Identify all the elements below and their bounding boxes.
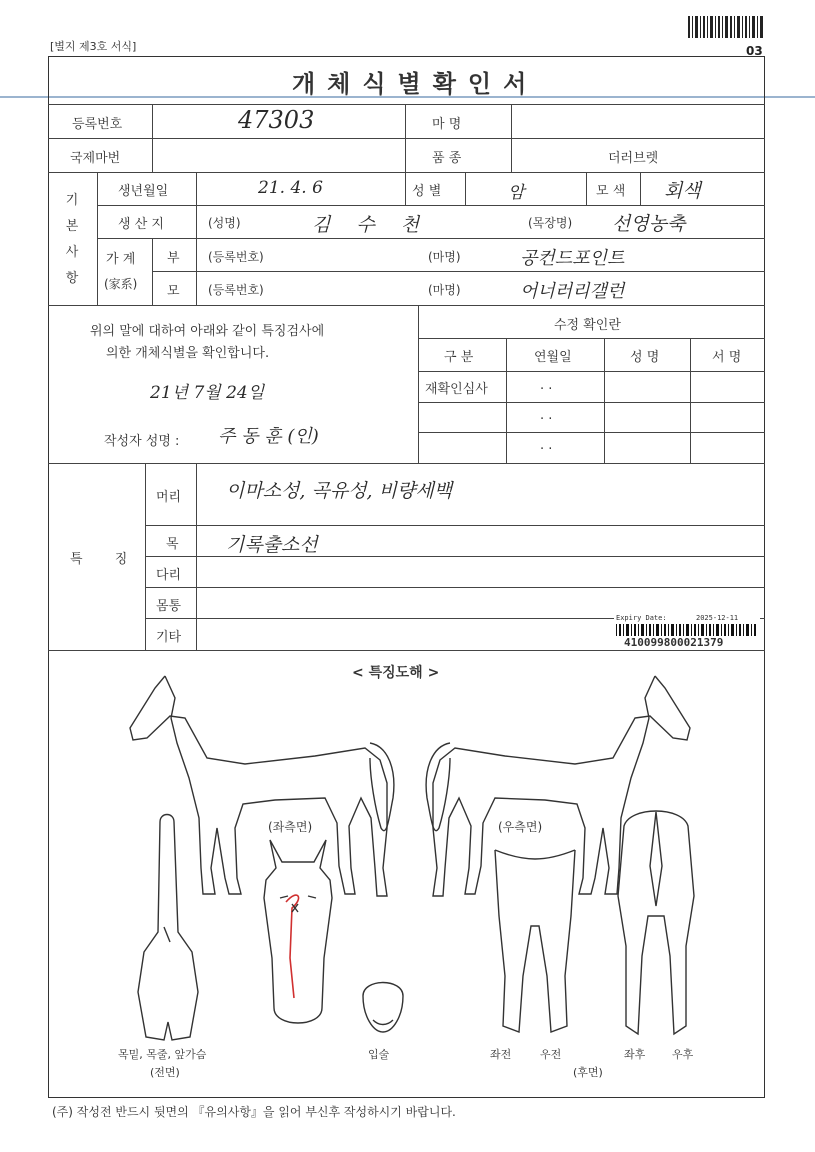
producer-label: 생 산 지 bbox=[118, 217, 164, 232]
col-category: 구 분 bbox=[444, 350, 474, 365]
farm-label: (목장명) bbox=[528, 216, 573, 230]
left-side-label: (좌측면) bbox=[268, 820, 313, 834]
row2-date: . . bbox=[540, 408, 553, 423]
horse-head-diagram bbox=[258, 838, 338, 1038]
col-date: 연월일 bbox=[534, 350, 572, 365]
confirm-text-2: 의한 개체식별을 확인합니다. bbox=[106, 346, 270, 361]
form-label: [별지 제3호 서식] bbox=[50, 40, 137, 53]
author-label: 작성자 성명 : bbox=[104, 434, 180, 449]
basic-section-label: 기본사항 bbox=[65, 193, 79, 286]
row1-date: . . bbox=[540, 378, 553, 393]
dam-label: 모 bbox=[167, 284, 180, 299]
horse-name-label: 마 명 bbox=[432, 117, 462, 132]
confirm-date: 21년 7월 24일 bbox=[150, 383, 265, 403]
producer-name-value: 김 수 천 bbox=[312, 214, 430, 236]
coat-value: 회색 bbox=[664, 180, 701, 202]
breed-value: 더러브렛 bbox=[608, 151, 659, 166]
modify-title: 수정 확인란 bbox=[554, 318, 621, 333]
hind-right-label: 우후 bbox=[672, 1048, 694, 1061]
row3-date: . . bbox=[540, 438, 553, 453]
sire-name-label: (마명) bbox=[428, 250, 461, 264]
neck-label: 목 bbox=[166, 537, 179, 552]
other-label: 기타 bbox=[156, 630, 182, 645]
id-sticker bbox=[614, 614, 760, 650]
hind-left-label: 좌후 bbox=[624, 1048, 646, 1061]
intl-no-label: 국제마번 bbox=[70, 151, 121, 166]
horse-rear-diagram bbox=[610, 806, 702, 1042]
head-value: 이마소성, 곡유성, 비량세백 bbox=[226, 480, 453, 502]
pedigree-label: 가 계 bbox=[106, 252, 136, 267]
sex-label: 성 별 bbox=[412, 184, 442, 199]
page-number: 03 bbox=[746, 44, 763, 58]
horse-lips-diagram bbox=[357, 976, 409, 1036]
confirm-text-1: 위의 말에 대하여 아래와 같이 특징검사에 bbox=[90, 324, 325, 339]
col-sign: 서 명 bbox=[712, 350, 742, 365]
footer-note: (주) 작성전 반드시 뒷면의 『유의사항』을 읽어 부신후 작성하시기 바랍니다. bbox=[52, 1105, 456, 1119]
dam-name-label: (마명) bbox=[428, 283, 461, 297]
rear-label: (후면) bbox=[573, 1066, 603, 1079]
page-title: 개체식별확인서 bbox=[292, 70, 539, 98]
breed-label: 품 종 bbox=[432, 151, 462, 166]
expiry-label: Expiry Date: bbox=[616, 614, 667, 622]
producer-name-label: (성명) bbox=[208, 216, 241, 230]
author-value: 주 동 훈 (인) bbox=[218, 426, 319, 447]
barcode-number: 410099800021379 bbox=[624, 636, 724, 649]
diagram-title: < 특징도해 > bbox=[352, 665, 440, 681]
fore-left-label: 좌전 bbox=[490, 1048, 512, 1061]
coat-label: 모 색 bbox=[596, 184, 626, 199]
expiry-value: 2025-12-11 bbox=[696, 614, 739, 622]
sticker-barcode bbox=[616, 624, 756, 636]
lips-label: 입술 bbox=[368, 1048, 390, 1061]
sex-value: 암 bbox=[508, 183, 525, 203]
features-section-label: 특 징 bbox=[70, 552, 142, 567]
fore-right-label: 우전 bbox=[540, 1048, 562, 1061]
body-label: 몸통 bbox=[156, 599, 182, 614]
front-label: (전면) bbox=[150, 1066, 180, 1079]
pedigree-hanja: (家系) bbox=[104, 277, 138, 291]
horse-front-diagram bbox=[130, 812, 210, 1044]
sire-reg-label: (등록번호) bbox=[208, 250, 264, 264]
reg-no-label: 등록번호 bbox=[72, 117, 123, 132]
sire-name-value: 공컨드포인트 bbox=[520, 248, 625, 269]
head-label: 머리 bbox=[156, 490, 182, 505]
dam-reg-label: (등록번호) bbox=[208, 283, 264, 297]
reg-no-value: 47303 bbox=[238, 106, 315, 134]
birth-label: 생년월일 bbox=[118, 184, 169, 199]
farm-value: 선영농축 bbox=[612, 213, 686, 235]
right-side-label: (우측면) bbox=[498, 820, 543, 834]
dam-name-value: 어너러리갤런 bbox=[520, 281, 625, 302]
birth-value: 21. 4. 6 bbox=[258, 178, 323, 198]
sire-label: 부 bbox=[167, 251, 180, 266]
col-name: 성 명 bbox=[630, 350, 660, 365]
front-parts-label: 목밑, 목줄, 앞가슴 bbox=[118, 1048, 207, 1061]
top-barcode bbox=[688, 16, 764, 38]
legs-label: 다리 bbox=[156, 568, 182, 583]
row1-label: 재확인심사 bbox=[425, 382, 488, 397]
horse-fore-legs-diagram bbox=[485, 846, 595, 1041]
neck-value: 기록출소선 bbox=[226, 534, 318, 556]
